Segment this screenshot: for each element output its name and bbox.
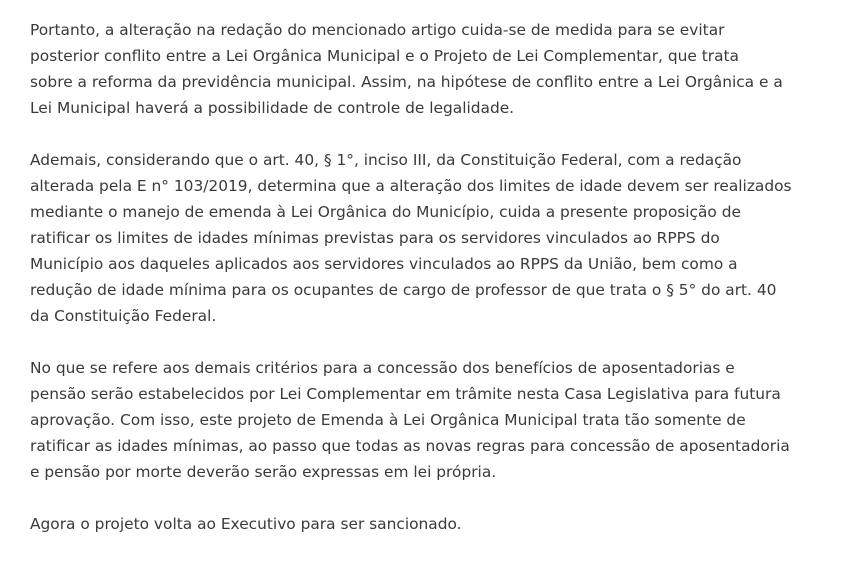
- text-line: Agora o projeto volta ao Executivo para ser sancionado.: [30, 515, 462, 533]
- text-line: sobre a reforma da previdência municipal. Assim, na hipótese de conflito entre a Lei Orgânica e a: [30, 73, 783, 91]
- text-line: mediante o manejo de emenda à Lei Orgânica do Município, cuida a presente proposição de: [30, 203, 741, 221]
- article-body: [30, 17, 830, 563]
- text-line: No que se refere aos demais critérios para a concessão dos benefícios de aposentadorias e: [30, 359, 735, 377]
- paragraph-conclusion: [30, 511, 830, 537]
- text-line: alterada pela E n° 103/2019, determina que a alteração dos limites de idade devem ser realizados: [30, 177, 792, 195]
- text-line: ratificar as idades mínimas, ao passo que todas as novas regras para concessão de aposentadoria: [30, 437, 790, 455]
- text-line: Portanto, a alteração na redação do mencionado artigo cuida-se de medida para se evitar: [30, 21, 725, 39]
- paragraph-age-limits: [30, 147, 830, 329]
- text-line: da Constituição Federal.: [30, 307, 217, 325]
- text-line: posterior conflito entre a Lei Orgânica Municipal e o Projeto de Lei Complementar, que trata: [30, 47, 739, 65]
- text-line: e pensão por morte deverão serão expressas em lei própria.: [30, 463, 497, 481]
- text-line: Ademais, considerando que o art. 40, § 1°, inciso III, da Constituição Federal, com a redação: [30, 151, 742, 169]
- text-line: aprovação. Com isso, este projeto de Emenda à Lei Orgânica Municipal trata tão somente de: [30, 411, 746, 429]
- text-line: redução de idade mínima para os ocupantes de cargo de professor de que trata o § 5° do art. 40: [30, 281, 777, 299]
- text-line: Lei Municipal haverá a possibilidade de controle de legalidade.: [30, 99, 515, 117]
- paragraph-other-criteria: [30, 355, 830, 485]
- text-line: pensão serão estabelecidos por Lei Complementar em trâmite nesta Casa Legislativa para futura: [30, 385, 781, 403]
- text-line: ratificar os limites de idades mínimas previstas para os servidores vinculados ao RPPS do: [30, 229, 720, 247]
- text-line: Município aos daqueles aplicados aos servidores vinculados ao RPPS da União, bem como a: [30, 255, 738, 273]
- paragraph-conflict-prevention: [30, 17, 830, 121]
